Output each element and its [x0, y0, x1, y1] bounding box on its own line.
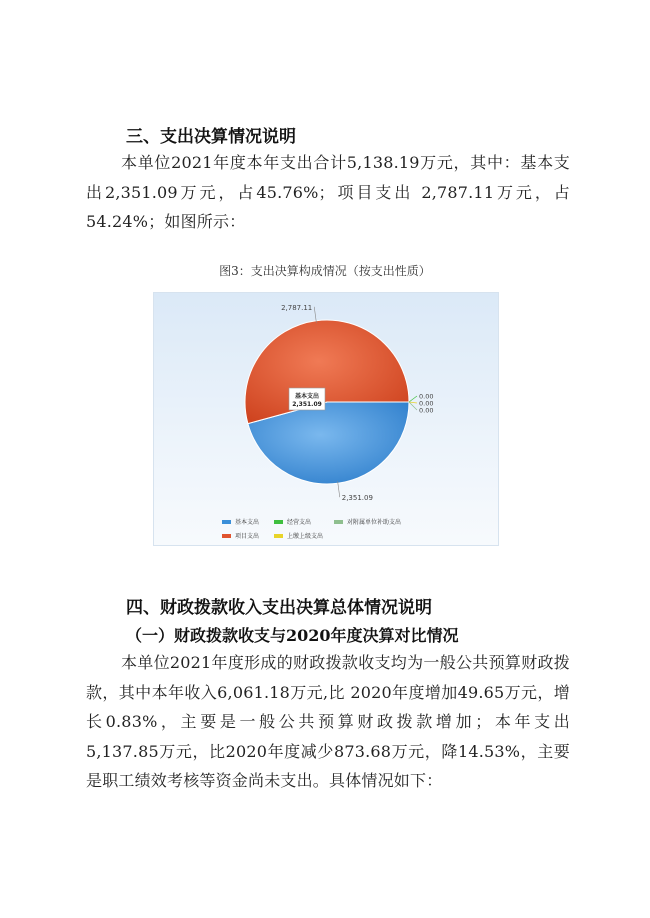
legend-label: 对附属单位补助支出	[347, 519, 402, 526]
fiscal-paragraph: 本单位2021年度形成的财政拨款收支均为一般公共预算财政拨款，其中本年收入6,061.18万元,比 2020年度增加49.65万元，增长0.83%，主要是一般公共预算财政拨款增加；本年支出 5,137.85万元，比2020年度减少873.68万元，降14.53%，主要是职工绩效考核等资金尚未支出。具体情况如下：	[86, 653, 570, 790]
slice-label-2: 0.00	[419, 392, 434, 401]
legend-swatch-basic	[222, 520, 231, 524]
chart-legend	[222, 513, 522, 545]
legend-item-operating[interactable]	[274, 517, 311, 526]
slice-label-4: 0.00	[419, 406, 434, 415]
slice-label-1: 2,787.11	[281, 303, 313, 312]
subsection-heading-comparison: （一）财政拨款收支与2020年度决算对比情况	[126, 626, 459, 645]
legend-item-basic[interactable]	[222, 517, 259, 526]
legend-swatch-operating	[274, 520, 283, 524]
legend-label: 经营支出	[287, 519, 312, 526]
pie-svg	[154, 293, 498, 545]
legend-swatch-subsidy	[334, 520, 343, 524]
legend-label: 项目支出	[235, 533, 260, 540]
leader-line-0	[338, 481, 340, 497]
expenditure-paragraph: 本单位2021年度本年支出合计5,138.19万元，其中：基本支出2,351.09万元，占45.76%；项目支出 2,787.11万元，占54.24%；如图所示：	[86, 153, 570, 231]
section-heading-expenditure: 三、支出决算情况说明	[126, 127, 296, 147]
tooltip-title: 基本支出	[294, 393, 320, 400]
legend-swatch-upper	[274, 534, 283, 538]
tooltip-value: 2,351.09	[292, 401, 322, 408]
expenditure-pie-chart	[153, 292, 499, 546]
legend-item-subsidy[interactable]	[334, 517, 401, 526]
legend-swatch-project	[222, 534, 231, 538]
slice-label-0: 2,351.09	[341, 494, 373, 503]
leader-line-2	[409, 396, 417, 402]
slice-label-3: 0.00	[419, 399, 434, 408]
figure-caption: 图3：支出决算构成情况（按支出性质）	[219, 264, 431, 278]
legend-label: 上缴上级支出	[287, 533, 324, 540]
legend-label: 基本支出	[235, 519, 260, 526]
leader-line-1	[314, 307, 316, 323]
legend-item-project[interactable]	[222, 531, 259, 540]
legend-item-upper[interactable]	[274, 531, 323, 540]
section-heading-fiscal: 四、财政拨款收入支出决算总体情况说明	[126, 598, 432, 618]
